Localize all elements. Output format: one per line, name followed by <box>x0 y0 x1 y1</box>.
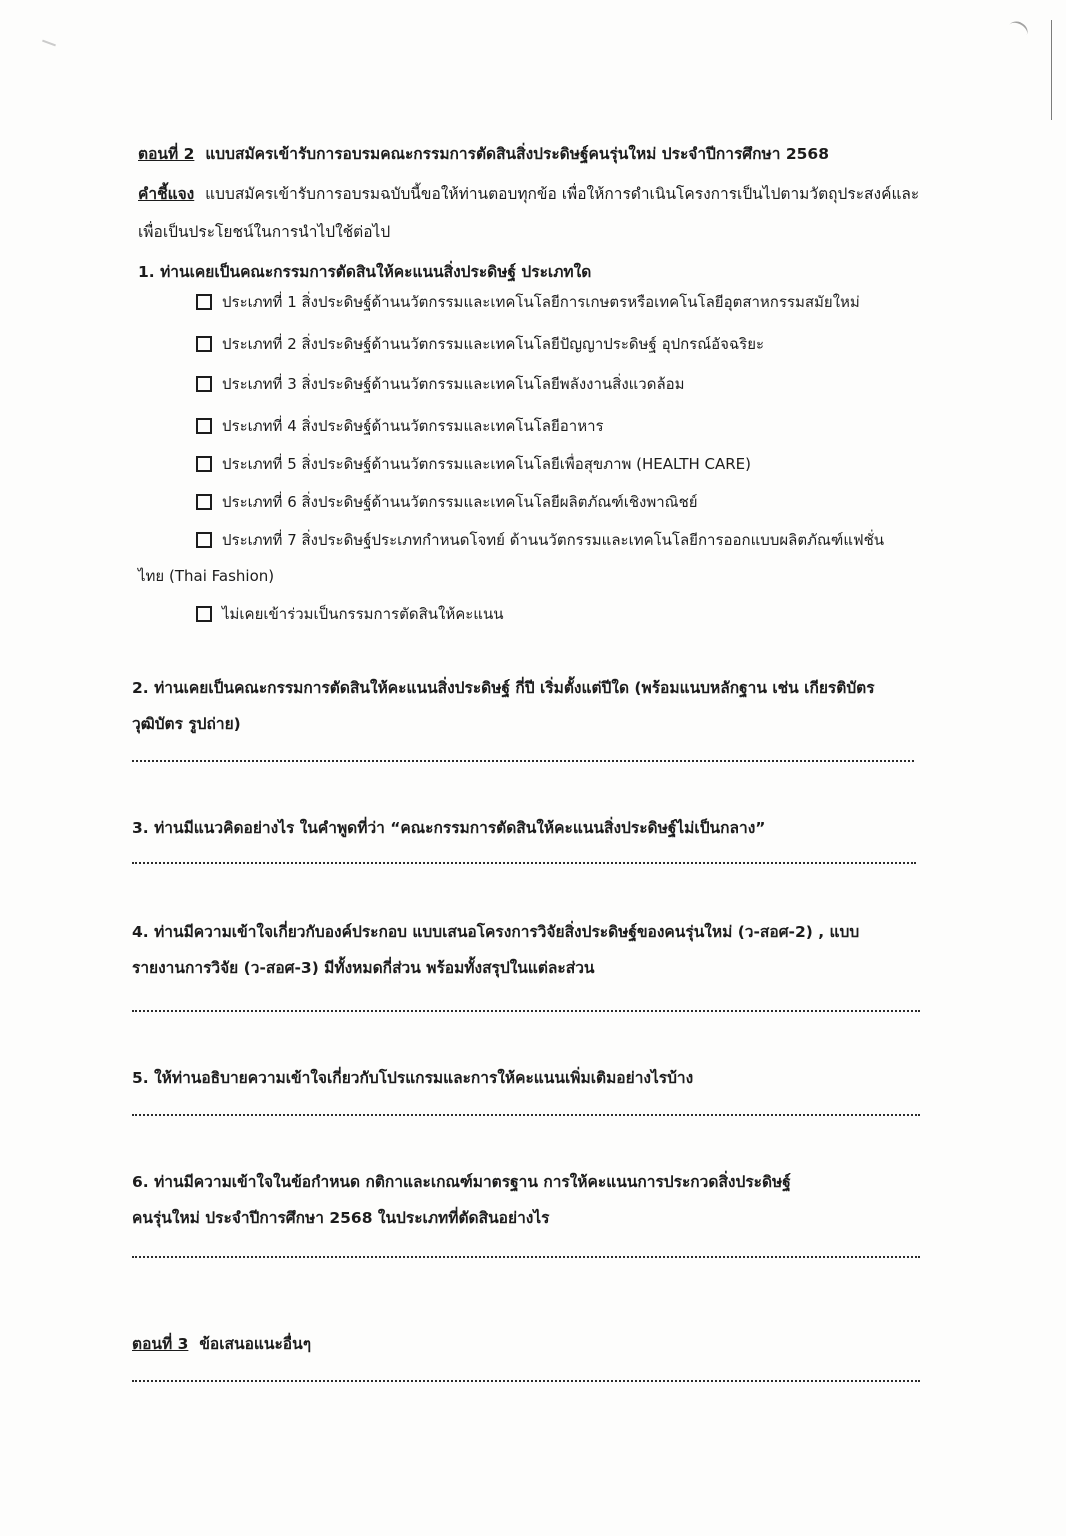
question-2-line-2: วุฒิบัตร รูปถ่าย) <box>132 715 241 733</box>
question-1: 1. ท่านเคยเป็นคณะกรรมการตัดสินให้คะแนนสิ่งประดิษฐ์ ประเภทใด <box>138 263 592 281</box>
q1-option-4[interactable] <box>196 416 604 436</box>
q1-option-3[interactable] <box>196 374 685 394</box>
q1-option-7-label: ประเภทที่ 7 สิ่งประดิษฐ์ประเภทกำหนดโจทย์ ด้านนวัตกรรมและเทคโนโลยีการออกแบบผลิตภัณฑ์แฟชั่น <box>222 531 885 549</box>
part2-heading: ตอนที่ 2 <box>138 145 195 163</box>
checkbox[interactable] <box>196 376 212 392</box>
answer-line-q6[interactable] <box>132 1256 920 1258</box>
part3-title: ข้อเสนอแนะอื่นๆ <box>199 1335 312 1353</box>
part2-title: แบบสมัครเข้ารับการอบรมคณะกรรมการตัดสินสิ่งประดิษฐ์คนรุ่นใหม่ ประจำปีการศึกษา 2568 <box>205 145 829 163</box>
checkbox[interactable] <box>196 494 212 510</box>
question-4-line-2: รายงานการวิจัย (ว-สอศ-3) มีทั้งหมดกี่ส่วน พร้อมทั้งสรุปในแต่ละส่วน <box>132 959 595 977</box>
instruction-text-1: แบบสมัครเข้ารับการอบรมฉบับนี้ขอให้ท่านตอบทุกข้อ เพื่อให้การดำเนินโครงการเป็นไปตามวัตถุประสงค์และ <box>205 185 920 203</box>
checkbox[interactable] <box>196 606 212 622</box>
scan-smudge-mark <box>1005 18 1030 42</box>
q1-option-2[interactable] <box>196 334 764 354</box>
q1-option-8-label: ไม่เคยเข้าร่วมเป็นกรรมการตัดสินให้คะแนน <box>222 605 504 623</box>
question-6-line-2: คนรุ่นใหม่ ประจำปีการศึกษา 2568 ในประเภทที่ตัดสินอย่างไร <box>132 1209 550 1227</box>
checkbox[interactable] <box>196 532 212 548</box>
q1-option-6[interactable] <box>196 492 698 512</box>
answer-line-q4[interactable] <box>132 1010 920 1012</box>
q1-option-5-label: ประเภทที่ 5 สิ่งประดิษฐ์ด้านนวัตกรรมและเทคโนโลยีเพื่อสุขภาพ (HEALTH CARE) <box>222 455 752 473</box>
instruction-label: คำชี้แจง <box>138 185 195 203</box>
checkbox[interactable] <box>196 294 212 310</box>
q1-option-3-label: ประเภทที่ 3 สิ่งประดิษฐ์ด้านนวัตกรรมและเทคโนโลยีพลังงานสิ่งแวดล้อม <box>222 375 685 393</box>
q1-option-1[interactable] <box>196 292 860 312</box>
answer-line-q2[interactable] <box>132 760 914 762</box>
question-6-line-1: 6. ท่านมีความเข้าใจในข้อกำหนด กติกาและเกณฑ์มาตรฐาน การให้คะแนนการประกวดสิ่งประดิษฐ์ <box>132 1173 791 1191</box>
scan-dust-mark <box>42 40 56 47</box>
q1-option-8[interactable] <box>196 604 503 624</box>
checkbox[interactable] <box>196 418 212 434</box>
q1-option-6-label: ประเภทที่ 6 สิ่งประดิษฐ์ด้านนวัตกรรมและเทคโนโลยีผลิตภัณฑ์เชิงพาณิชย์ <box>222 493 698 511</box>
answer-line-q3[interactable] <box>132 862 916 864</box>
question-2-line-1: 2. ท่านเคยเป็นคณะกรรมการตัดสินให้คะแนนสิ่งประดิษฐ์ กี่ปี เริ่มตั้งแต่ปีใด (พร้อมแนบหลักฐาน เช่น เกียรติบัตร <box>132 679 875 697</box>
checkbox[interactable] <box>196 336 212 352</box>
answer-line-q5[interactable] <box>132 1114 920 1116</box>
part3-heading-line <box>132 1334 311 1354</box>
question-3: 3. ท่านมีแนวคิดอย่างไร ในคำพูดที่ว่า “คณะกรรมการตัดสินให้คะแนนสิ่งประดิษฐ์ไม่เป็นกลาง” <box>132 819 766 837</box>
question-4-line-1: 4. ท่านมีความเข้าใจเกี่ยวกับองค์ประกอบ แบบเสนอโครงการวิจัยสิ่งประดิษฐ์ของคนรุ่นใหม่ (ว-สอศ-2) , แบบ <box>132 923 860 941</box>
q1-option-2-label: ประเภทที่ 2 สิ่งประดิษฐ์ด้านนวัตกรรมและเทคโนโลยีปัญญาประดิษฐ์ อุปกรณ์อัจฉริยะ <box>222 335 765 353</box>
checkbox[interactable] <box>196 456 212 472</box>
q1-option-7[interactable] <box>196 530 884 550</box>
question-5: 5. ให้ท่านอธิบายความเข้าใจเกี่ยวกับโปรแกรมและการให้คะแนนเพิ่มเติมอย่างไรบ้าง <box>132 1069 694 1087</box>
q1-option-5[interactable] <box>196 454 751 474</box>
q1-option-4-label: ประเภทที่ 4 สิ่งประดิษฐ์ด้านนวัตกรรมและเทคโนโลยีอาหาร <box>222 417 604 435</box>
instruction-line-2: เพื่อเป็นประโยชน์ในการนำไปใช้ต่อไป <box>138 223 391 241</box>
part2-heading-line <box>138 144 829 164</box>
q1-option-1-label: ประเภทที่ 1 สิ่งประดิษฐ์ด้านนวัตกรรมและเทคโนโลยีการเกษตรหรือเทคโนโลยีอุตสาหกรรมสมัยใหม่ <box>222 293 860 311</box>
scan-edge-line <box>1051 20 1052 120</box>
part3-heading: ตอนที่ 3 <box>132 1335 189 1353</box>
instruction-line-1 <box>138 184 919 204</box>
answer-line-part3[interactable] <box>132 1380 920 1382</box>
q1-option-7-continuation: ไทย (Thai Fashion) <box>138 567 275 585</box>
